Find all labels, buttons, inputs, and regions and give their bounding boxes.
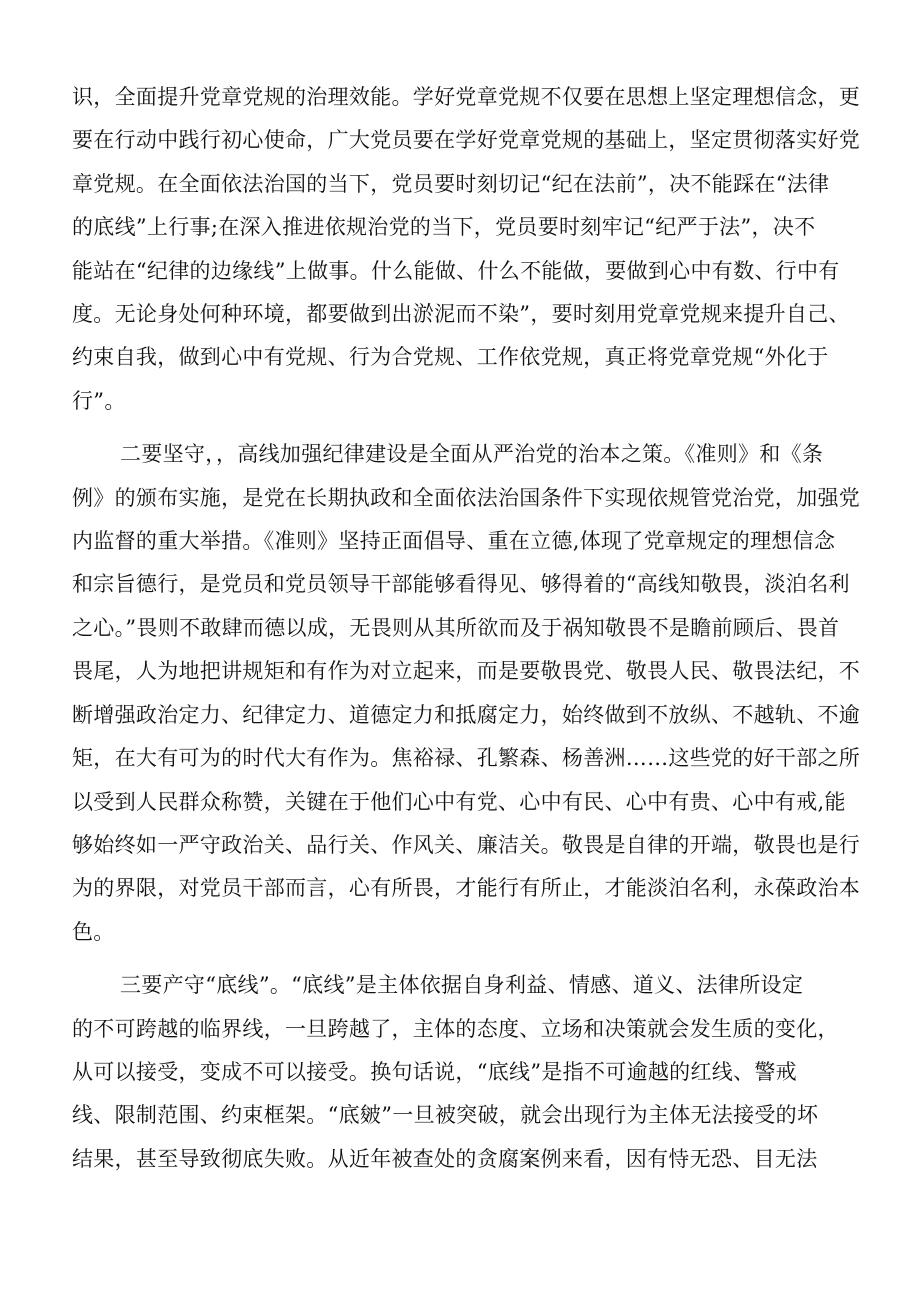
text-line: 约束自我，做到心中有党规、行为合党规、工作依党规，真正将党章党规“外化于 xyxy=(72,345,829,370)
text-line: 色。 xyxy=(72,919,115,944)
text-line: 从可以接受，变成不可以接受。换句话说，“底线”是指不可逾越的红线、警戒 xyxy=(72,1059,797,1084)
text-line: 行”。 xyxy=(72,388,126,413)
text-line: 内监督的重大举措。《准则》坚持正面倡导、重在立德,体现了党章规定的理想信念 xyxy=(72,529,836,554)
text-line: 三要产守“底线”。“底线”是主体依据自身利益、情感、道义、法律所设定 xyxy=(120,973,804,998)
text-line: 线、限制范围、约束框架。“底皴”一旦被突破，就会出现行为主体无法接受的坏 xyxy=(72,1103,819,1128)
text-line: 度。无论身处何种环境，都要做到出淤泥而不染”，要时刻用党章党规来提升自己、 xyxy=(72,302,850,327)
text-line: 以受到人民群众称赞，关键在于他们心中有党、心中有民、心中有贵、心中有戒,能 xyxy=(72,789,846,814)
paragraph-2 xyxy=(72,433,864,954)
text-line: 结果，甚至导致彻底失败。从近年被查处的贪腐案例来看，因有恃无恐、目无法 xyxy=(72,1146,818,1171)
text-line: 章党规。在全面依法治国的当下，党员要时刻切记“纪在法前”，决不能踩在“法律 xyxy=(72,171,830,196)
text-line: 够始终如一严守政治关、品行关、作风关、廉洁关。敬畏是自律的开端，敬畏也是行 xyxy=(72,832,861,857)
paragraph-gap xyxy=(72,423,864,433)
paragraph-gap xyxy=(72,954,864,964)
text-line: 要在行动中践行初心使命，广大党员要在学好党章党规的基础上，坚定贯彻落实好党 xyxy=(72,128,861,153)
paragraph-3 xyxy=(72,964,864,1181)
text-line: 的底线”上行事;在深入推进依规治党的当下，党员要时刻牢记“纪严于法”，决不 xyxy=(72,215,816,240)
text-line: 二要坚守，，高线加强纪律建设是全面从严治党的治本之策。《准则》和《条 xyxy=(120,442,824,467)
text-line: 的不可跨越的临界线，一旦跨越了，主体的态度、立场和决策就会发生质的变化， xyxy=(72,1016,839,1041)
text-line: 识，全面提升党章党规的治理效能。学好党章党规不仅要在思想上坚定理想信念，更 xyxy=(72,85,861,109)
paragraph-1 xyxy=(72,76,864,423)
text-line: 断增强政治定力、纪律定力、道德定力和抵腐定力，始终做到不放纵、不越轨、不逾 xyxy=(72,702,861,727)
text-line: 和宗旨德行，是党员和党员领导干部能够看得见、够得着的“高线知敬畏，淡泊名利 xyxy=(72,572,850,597)
text-line: 为的界限，对党员干部而言，心有所畏，才能行有所止，才能淡泊名利，永葆政治本 xyxy=(72,876,861,901)
text-line: 能站在“纪律的边缘线”上做事。什么能做、什么不能做，要做到心中有数、行中有 xyxy=(72,258,840,283)
text-line: 之心。”畏则不敢肆而德以成，无畏则从其所欲而及于祸知敬畏不是瞻前顾后、畏首 xyxy=(72,615,840,640)
text-line: 矩，在大有可为的时代大有作为。焦裕禄、孔繁森、杨善洲……这些党的好干部之所 xyxy=(72,746,861,771)
text-line: 例》的颁布实施，是党在长期执政和全面依法治国条件下实现依规管党治党，加强党 xyxy=(72,485,861,510)
text-line: 畏尾，人为地把讲规矩和有作为对立起来，而是要敬畏党、敬畏人民、敬畏法纪，不 xyxy=(72,659,861,684)
